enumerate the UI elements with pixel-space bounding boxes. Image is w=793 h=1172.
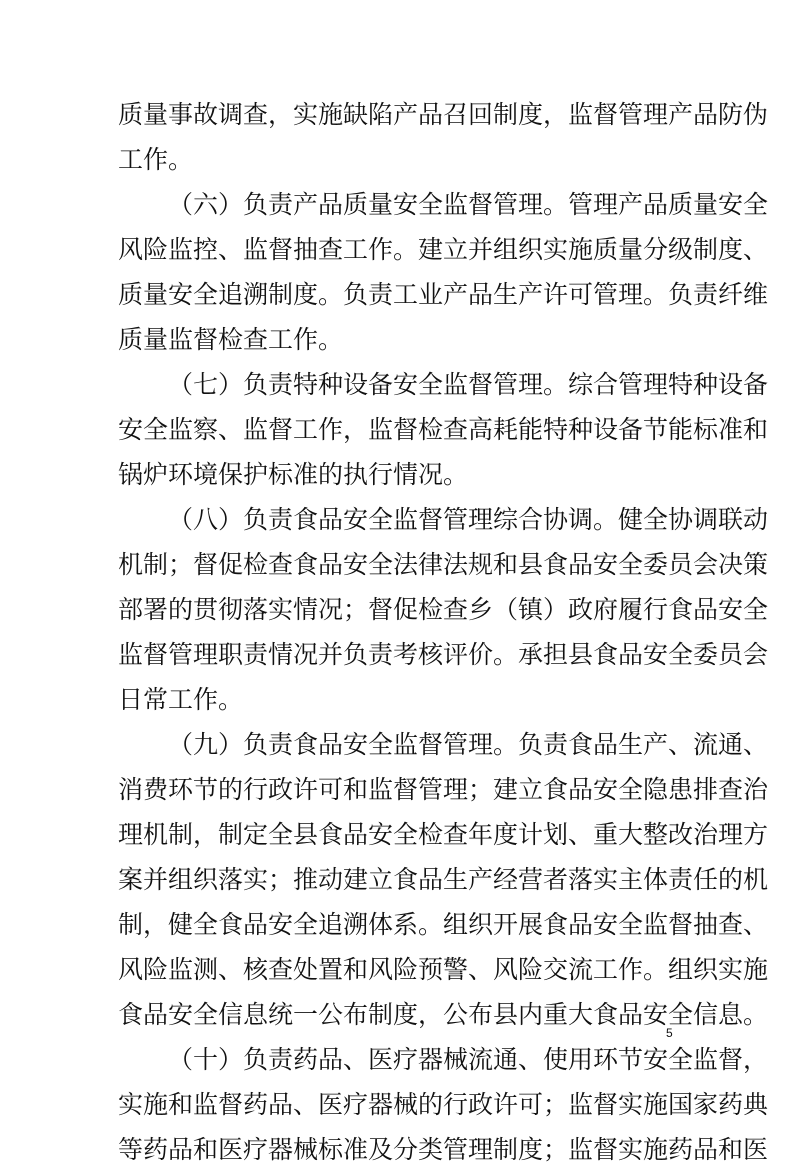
text-line: 监督管理职责情况并负责考核评价。承担县食品安全委员会 xyxy=(118,640,769,669)
text-line: 制，健全食品安全追溯体系。组织开展食品安全监督抽查、 xyxy=(118,910,769,939)
text-line: 等药品和医疗器械标准及分类管理制度；监督实施药品和医 xyxy=(118,1135,769,1164)
text-line: 质量安全追溯制度。负责工业产品生产许可管理。负责纤维 xyxy=(118,280,769,309)
text-line: 锅炉环境保护标准的执行情况。 xyxy=(118,460,469,489)
text-line: 部署的贯彻落实情况；督促检查乡（镇）政府履行食品安全 xyxy=(118,595,769,624)
text-line: 机制；督促检查食品安全法律法规和县食品安全委员会决策 xyxy=(118,550,769,579)
text-line: 实施和监督药品、医疗器械的行政许可；监督实施国家药典 xyxy=(118,1090,769,1119)
text-line: 食品安全信息统一公布制度，公布县内重大食品安全信息。 xyxy=(118,1000,769,1029)
text-line: 风险监控、监督抽查工作。建立并组织实施质量分级制度、 xyxy=(118,235,769,264)
text-line: 风险监测、核查处置和风险预警、风险交流工作。组织实施 xyxy=(118,955,769,984)
text-line: 案并组织落实；推动建立食品生产经营者落实主体责任的机 xyxy=(118,865,769,894)
text-line: 质量监督检查工作。 xyxy=(118,325,344,354)
page-number: 5 xyxy=(666,1026,673,1040)
section-heading-line: （九）负责食品安全监督管理。负责食品生产、流通、 xyxy=(168,730,769,759)
section-heading-line: （八）负责食品安全监督管理综合协调。健全协调联动 xyxy=(168,505,769,534)
section-heading-line: （十）负责药品、医疗器械流通、使用环节安全监督， xyxy=(168,1045,769,1074)
section-heading-line: （六）负责产品质量安全监督管理。管理产品质量安全 xyxy=(168,190,769,219)
section-heading-line: （七）负责特种设备安全监督管理。综合管理特种设备 xyxy=(168,370,769,399)
text-line: 安全监察、监督工作，监督检查高耗能特种设备节能标准和 xyxy=(118,415,769,444)
text-line: 工作。 xyxy=(118,145,194,174)
text-line: 质量事故调查，实施缺陷产品召回制度，监督管理产品防伪 xyxy=(118,100,769,129)
text-line: 日常工作。 xyxy=(118,685,244,714)
body-text xyxy=(118,92,769,1172)
text-line: 消费环节的行政许可和监督管理；建立食品安全隐患排查治 xyxy=(118,775,769,804)
text-line: 理机制，制定全县食品安全检查年度计划、重大整改治理方 xyxy=(118,820,769,849)
